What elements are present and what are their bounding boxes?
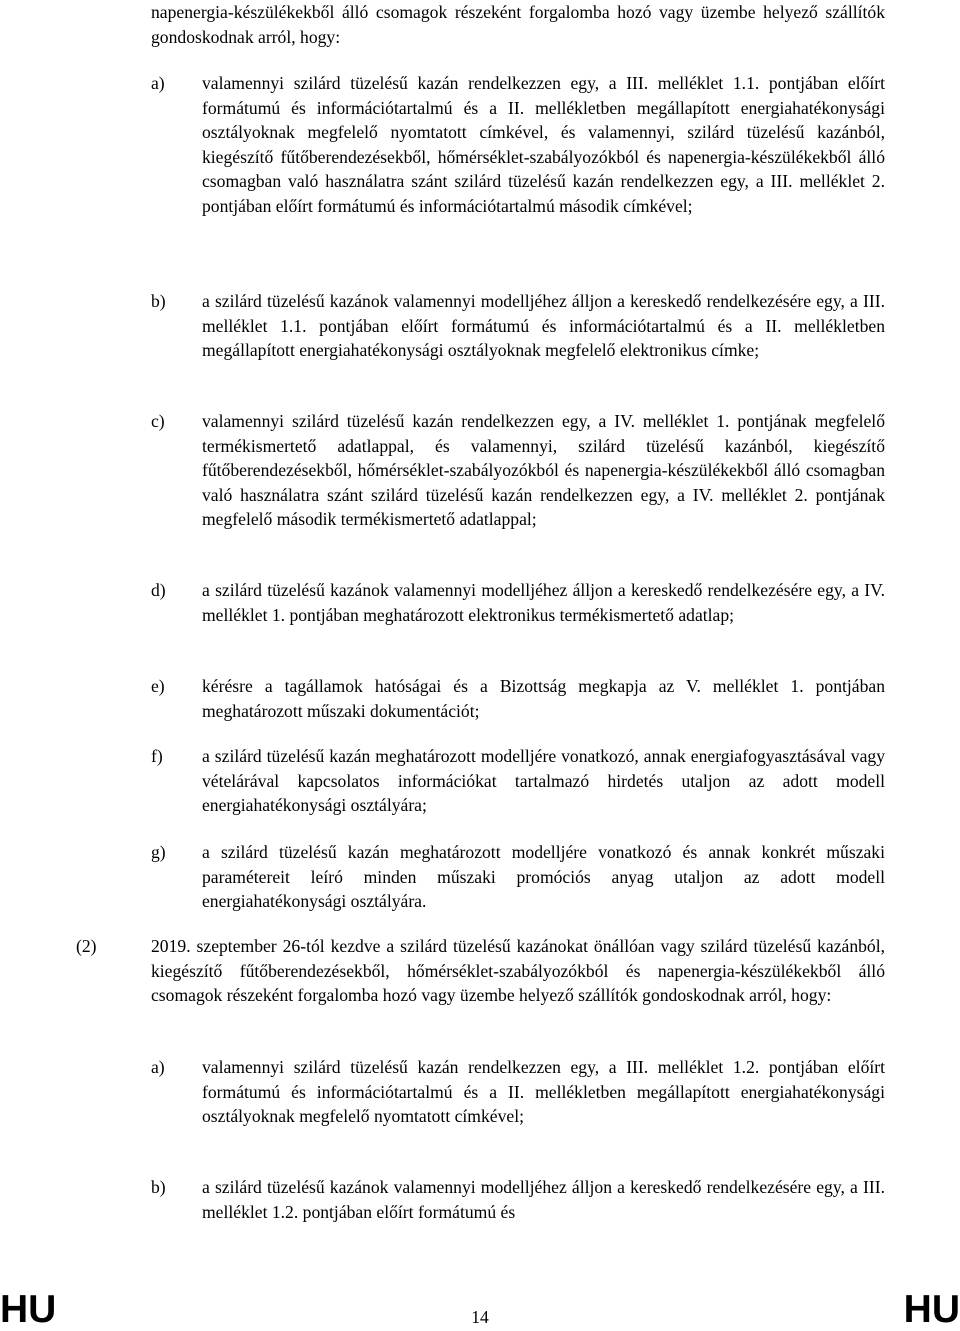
item-label: a) [151, 73, 165, 93]
section-text: 2019. szeptember 26-tól kezdve a szilárd tüzelésű kazánokat önállóan vagy szilárd tüzelésű kazánból, kiegészítő fűtőberendezésekből, hőmérséklet-szabályozókból és napenergia-készülékekből álló csomagok részeként forgalomba hozó vagy üzembe helyező szállítók gondoskodnak arról, hogy: [151, 936, 885, 1006]
item-text: a szilárd tüzelésű kazánok valamennyi modelljéhez álljon a kereskedő rendelkezésére egy, a IV. melléklet 1. pontjában meghatározott elektronikus termékismertető adatlap; [202, 580, 885, 625]
item-label: b) [151, 291, 166, 311]
item-text: a szilárd tüzelésű kazánok valamennyi modelljéhez álljon a kereskedő rendelkezésére egy, a III. melléklet 1.1. pontjában előírt formátumú és információtartalmú és a II. mellékletben megállapított energiahatékonysági osztályoknak megfelelő elektronikus címke; [202, 291, 885, 361]
language-code-left: HU [0, 1288, 57, 1331]
item-text: a szilárd tüzelésű kazánok valamennyi modelljéhez álljon a kereskedő rendelkezésére egy, a III. melléklet 1.2. pontjában előírt formátumú és [202, 1177, 885, 1222]
item-text: valamennyi szilárd tüzelésű kazán rendelkezzen egy, a III. melléklet 1.1. pontjában előírt formátumú és információtartalmú és a II. mellékletben megállapított energiahatékonysági osztályoknak megfelelő nyomtatott címkével, és valamennyi, szilárd tüzelésű kazánból, kiegészítő fűtőberendezésekből, hőmérséklet-szabályozókból és napenergia-készülékekből álló csomagban való használatra szánt szilárd tüzelésű kazán rendelkezzen egy, a III. melléklet 2. pontjában előírt formátumú és információtartalmú második címkével; [202, 73, 885, 216]
page-number: 14 [471, 1307, 489, 1327]
item-label: c) [151, 411, 165, 431]
item-label: a) [151, 1057, 165, 1077]
item-label: g) [151, 842, 166, 862]
item-text: valamennyi szilárd tüzelésű kazán rendelkezzen egy, a IV. melléklet 1. pontjának megfelelő termékismertető adatlappal, és valamennyi, szilárd tüzelésű kazánból, kiegészítő fűtőberendezésekből, hőmérséklet-szabályozókból és napenergia-készülékekből álló csomagban való használatra szánt szilárd tüzelésű kazán rendelkezzen egy, a IV. melléklet 2. pontjának megfelelő második termékismertető adatlappal; [202, 411, 885, 530]
item-label: e) [151, 676, 165, 696]
section-number: (2) [76, 936, 97, 956]
language-code-right: HU [903, 1288, 960, 1331]
item-text: a szilárd tüzelésű kazán meghatározott modelljére vonatkozó, annak energiafogyasztásával vagy vételárával kapcsolatos információkat tartalmazó hirdetés utaljon az adott modell energiahatékonysági osztályára; [202, 746, 885, 816]
item-label: b) [151, 1177, 166, 1197]
item-text: a szilárd tüzelésű kazán meghatározott modelljére vonatkozó és annak konkrét műszaki paramétereit leíró minden műszaki promóciós anyag utaljon az adott modell energiahatékonysági osztályára. [202, 842, 885, 912]
item-label: d) [151, 580, 166, 600]
intro-continuation: napenergia-készülékekből álló csomagok részeként forgalomba hozó vagy üzembe helyező szállítók gondoskodnak arról, hogy: [151, 2, 885, 47]
item-text: kérésre a tagállamok hatóságai és a Bizottság megkapja az V. melléklet 1. pontjában meghatározott műszaki dokumentációt; [202, 676, 885, 721]
item-label: f) [151, 746, 163, 766]
item-text: valamennyi szilárd tüzelésű kazán rendelkezzen egy, a III. melléklet 1.2. pontjában előírt formátumú és információtartalmú és a II. mellékletben megállapított energiahatékonysági osztályoknak megfelelő nyomtatott címkével; [202, 1057, 885, 1127]
